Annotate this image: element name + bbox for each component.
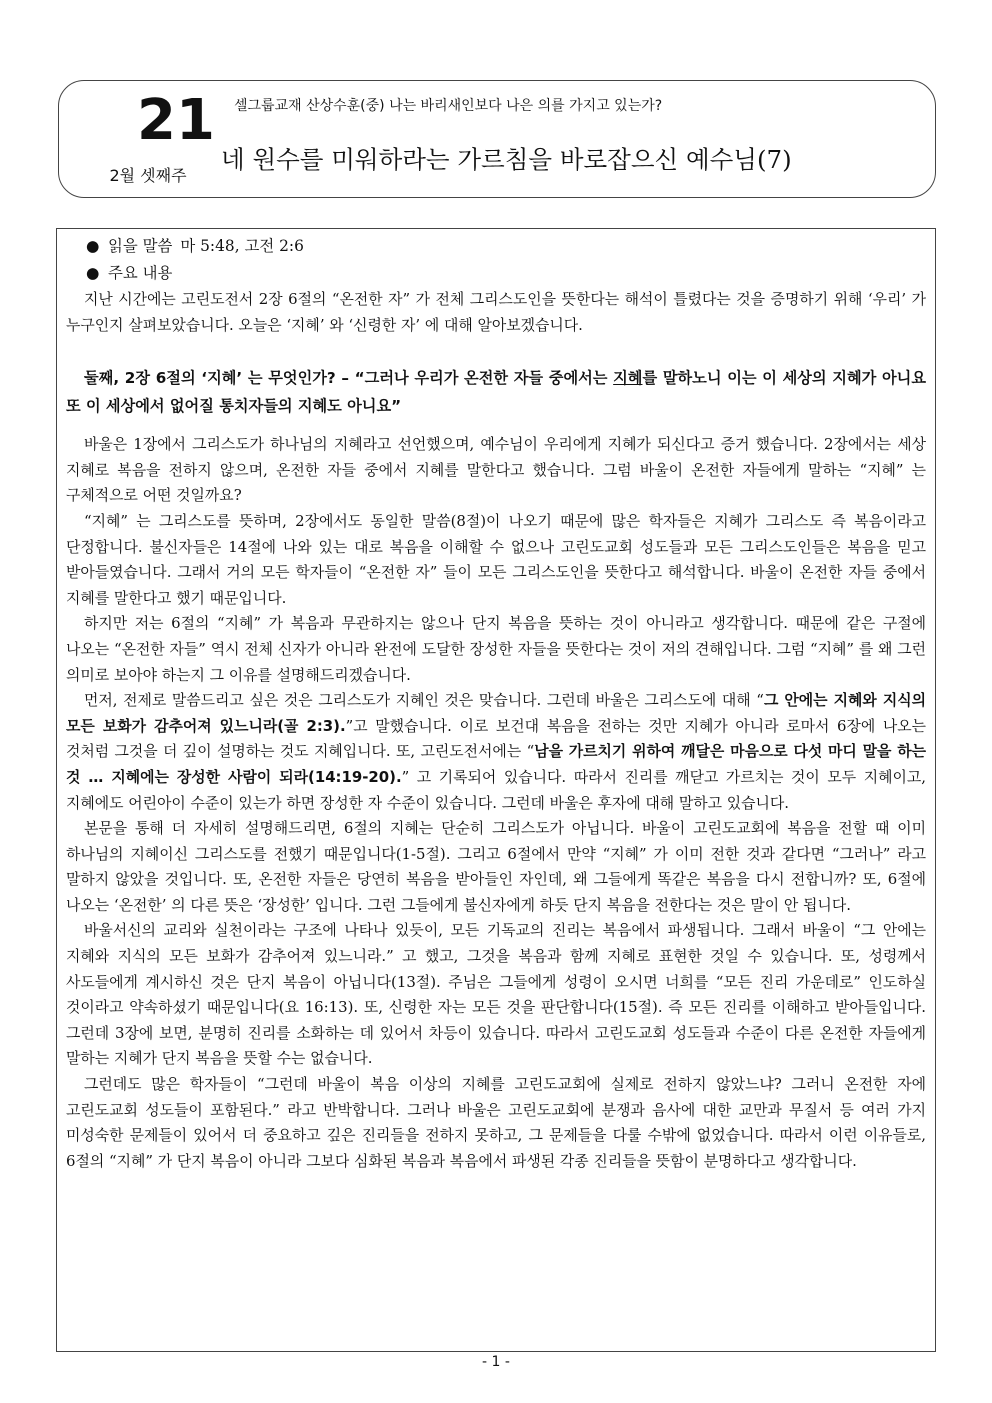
- paragraph-2: “지혜” 는 그리스도를 뜻하며, 2장에서도 동일한 말씀(8절)이 나오기 때문에 많은 학자들은 지혜가 그리스도 즉 복음이라고 단정합니다. 불신자들은 14절에 나와 있는 대로 복음을 이해할 수 없으나 고린도교회 성도들과 모든 그리스도인들은 복음을 믿고 받아들였습니다. 그래서 거의 모든 학자들이 “온전한 자” 들이 모든 그리스도인을 뜻한다고 해석합니다. 바울이 온전한 자들 중에서 지혜를 말한다고 했기 때문입니다.: [66, 511, 926, 607]
- p4-text-a: 먼저, 전제로 말씀드리고 싶은 것은 그리스도가 지혜인 것은 맞습니다. 그런데 바울은 그리스도에 대해 “: [84, 691, 764, 710]
- reading-value: 마 5:48, 고전 2:6: [180, 237, 304, 255]
- bullet-icon: ●: [86, 264, 100, 282]
- question-underlined: 지혜: [613, 369, 643, 388]
- page-number: - 1 -: [482, 1354, 510, 1370]
- reading-label: 읽을 말씀: [108, 237, 173, 255]
- lesson-series: 셀그룹교재 산상수훈(중) 나는 바리새인보다 나은 의를 가지고 있는가?: [234, 98, 663, 114]
- lesson-week: 2월 셋째주: [109, 166, 187, 185]
- paragraph-7: 그런데도 많은 학자들이 “그런데 바울이 복음 이상의 지혜를 고린도교회에 실제로 전하지 않았느냐? 그러니 온전한 자에 고린도교회 성도들이 포함된다.” 라고 반박합니다. 그러나 바울은 고린도교회에 분쟁과 음사에 대한 교만과 무질서 등 여러 가지 미성숙한 문제들이 있어서 더 중요하고 깊은 진리들을 전하지 못하고, 그 문제들을 다룰 수밖에 없었습니다. 따라서 이런 이유들로, 6절의 “지혜” 가 단지 복음이 아니라 그보다 심화된 복음과 복음에서 파생된 각종 진리들을 뜻함이 분명하다고 생각합니다.: [66, 1075, 926, 1170]
- question-text-a: 둘째, 2장 6절의 ‘지혜’ 는 무엇인가? – “그러나 우리가 온전한 자들 중에서는: [84, 369, 614, 388]
- main-content-line: [66, 260, 926, 287]
- paragraph-6: 바울서신의 교리와 실천이라는 구조에 나타나 있듯이, 모든 기독교의 진리는 복음에서 파생됩니다. 그래서 바울이 “그 안에는 지혜와 지식의 모든 보화가 감추어져 있느니라.” 고 했고, 그것을 복음과 함께 지혜로 표현한 것일 수 있습니다. 또, 성령께서 사도들에게 계시하신 것은 단지 복음이 아닙니다(13절). 주님은 그들에게 성령이 오시면 너희를 “모든 진리 가운데로” 인도하실 것이라고 약속하셨기 때문입니다(요 16:13). 또, 신령한 자는 모든 것을 판단합니다(15절). 즉 모든 진리를 이해하고 받아들입니다. 그런데 3장에 보면, 분명히 진리를 소화하는 데 있어서 차등이 있습니다. 따라서 고린도교회 성도들과 수준이 다른 온전한 자들에게 말하는 지혜가 단지 복음을 뜻할 수는 없습니다.: [66, 921, 926, 1068]
- paragraph-1: 바울은 1장에서 그리스도가 하나님의 지혜라고 선언했으며, 예수님이 우리에게 지혜가 되신다고 증거 했습니다. 2장에서는 세상 지혜로 복음을 전하지 않으며, 온전한 자들 중에서 지혜를 말한다고 했습니다. 그럼 바울이 온전한 자들에게 말하는 “지혜” 는 구체적으로 어떤 것일까요?: [66, 435, 926, 505]
- question-heading: [66, 364, 926, 420]
- lesson-header: [58, 80, 936, 198]
- reading-line: [66, 233, 926, 260]
- lesson-title: 네 원수를 미워하라는 가르침을 바로잡으신 예수님(7): [221, 145, 792, 174]
- content-box: [56, 228, 936, 1352]
- bullet-icon: ●: [86, 237, 100, 255]
- p4-quote-corinthians: 남을 가르치기 위하여 깨달은 마음으로 다섯 마디 말을 하는 것 … 지혜에는 장성한 사람이 되라(14:19-20).: [66, 742, 926, 786]
- lesson-number: 21: [137, 88, 215, 153]
- paragraph-4: [66, 688, 926, 816]
- intro-paragraph: 지난 시간에는 고린도전서 2장 6절의 “온전한 자” 가 전체 그리스도인을 뜻한다는 해석이 틀렸다는 것을 증명하기 위해 ‘우리’ 가 누구인지 살펴보았습니다. 오늘은 ‘지혜’ 와 ‘신령한 자’ 에 대해 알아보겠습니다.: [66, 290, 926, 334]
- p4-quote-colossians: 그 안에는 지혜와 지식의 모든 보화가 감추어져 있느니라(골 2:3).: [66, 691, 926, 735]
- question-text-b: 를 말하노니 이는 이 세상의 지혜가 아니요 또 이 세상에서 없어질 통치자들의 지혜도 아니요”: [66, 369, 926, 416]
- p4-text-e: ” 고 기록되어 있습니다. 따라서 진리를 깨닫고 가르치는 것이 모두 지혜이고, 지혜에도 어린아이 수준이 있는가 하면 장성한 자 수준이 있습니다. 그런데 바울은 후자에 대해 말하고 있습니다.: [66, 767, 926, 812]
- p4-text-c: ”고 말했습니다. 이로 보건대 복음을 전하는 것만 지혜가 아니라 로마서 6장에 나오는 것처럼 그것을 더 깊이 설명하는 것도 지혜입니다. 또, 고린도전서에는 “: [66, 716, 926, 761]
- main-content-label: 주요 내용: [108, 264, 173, 282]
- paragraph-3: 하지만 저는 6절의 “지혜” 가 복음과 무관하지는 않으나 단지 복음을 뜻하는 것이 아니라고 생각합니다. 때문에 같은 구절에 나오는 “온전한 자들” 역시 전체 신자가 아니라 완전에 도달한 장성한 자들을 뜻한다는 것이 저의 견해입니다. 그럼 “지혜” 를 왜 그런 의미로 보아야 하는지 그 이유를 설명해드리겠습니다.: [66, 614, 926, 684]
- paragraph-5: 본문을 통해 더 자세히 설명해드리면, 6절의 지혜는 단순히 그리스도가 아닙니다. 바울이 고린도교회에 복음을 전할 때 이미 하나님의 지혜이신 그리스도를 전했기 때문입니다(1-5절). 그리고 6절에서 만약 “지혜” 가 이미 전한 것과 같다면 “그러나” 라고 말하지 않았을 것입니다. 또, 온전한 자들은 당연히 복음을 받아들인 자인데, 왜 그들에게 똑같은 복음을 다시 전합니까? 또, 6절에 나오는 ‘온전한’ 의 다른 뜻은 ‘장성한’ 입니다. 그런 그들에게 불신자에게 하듯 단지 복음을 전한다는 것은 말이 안 됩니다.: [66, 819, 926, 914]
